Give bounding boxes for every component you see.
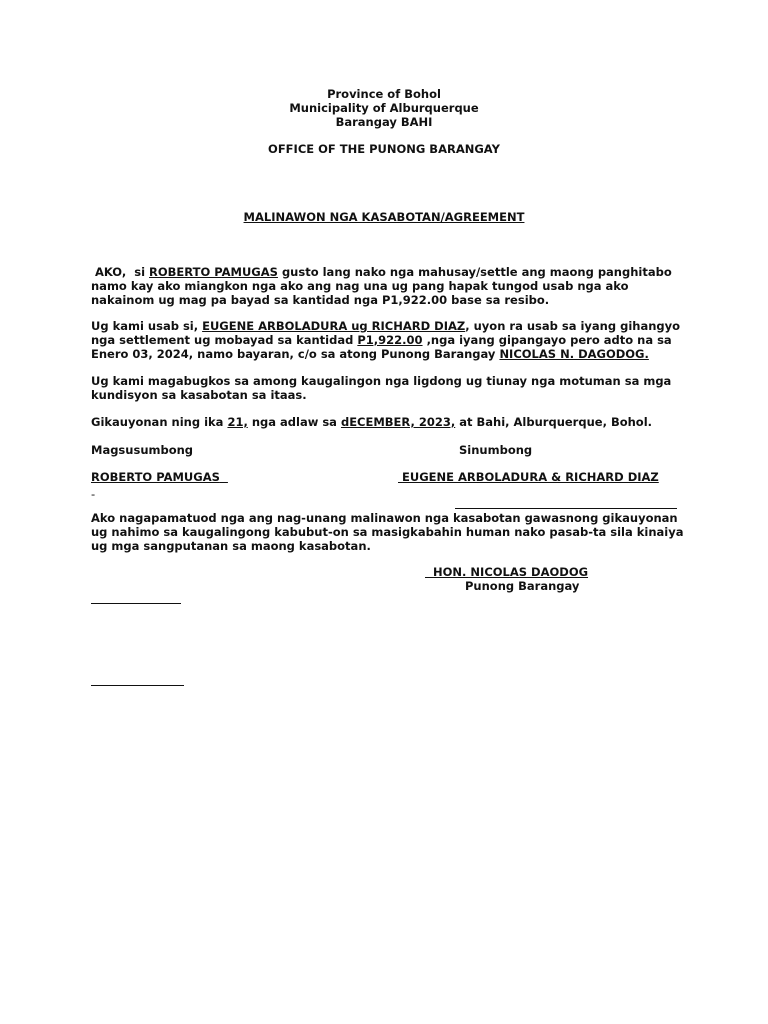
respondent-names: EUGENE ARBOLADURA & RICHARD DIAZ: [402, 470, 659, 484]
paragraph-date: [91, 415, 691, 429]
paragraph-commitment: Ug kami magabugkos sa among kaugalingon nga ligdong ug tiunay nga motuman sa mga kundisyon sa kasabotan sa itaas.: [91, 374, 672, 402]
respondents-prefix: Ug kami usab si,: [91, 319, 199, 333]
date-mid: nga adlaw sa: [251, 415, 337, 429]
respondent-signature-name: [398, 470, 659, 484]
signature-line-1: [91, 603, 181, 604]
respondent-signature-line: [455, 508, 677, 509]
paragraph-respondents: [91, 319, 691, 361]
complainant-name: ROBERTO PAMUGAS: [91, 470, 220, 484]
barangay-heading: Barangay BAHI: [335, 115, 433, 129]
amount-inline: P1,922.00: [357, 333, 423, 347]
complainant-label: Magsusumbong: [91, 443, 194, 457]
document-title-text: MALINAWON NGA KASABOTAN/AGREEMENT: [243, 210, 525, 224]
si-word: si: [134, 265, 146, 279]
statement-text: gusto lang nako nga mahusay/settle ang maong panghitabo namo kay ako miangkon nga ako ang nag una ug pang hapak tungod usab nga ako nakainom ug mag pa bayad sa kantidad nga P1,922.00 base sa resibo.: [91, 265, 672, 307]
official-name-line: [425, 565, 588, 579]
date-month-year: dECEMBER, 2023,: [340, 415, 456, 429]
complainant-name-inline: ROBERTO PAMUGAS: [149, 265, 278, 279]
respondents-names-inline: EUGENE ARBOLADURA ug RICHARD DIAZ: [202, 319, 466, 333]
document-title: [0, 210, 768, 224]
captain-name-inline: NICOLAS N. DAGODOG.: [499, 347, 649, 361]
signature-line-2: [91, 685, 184, 686]
office-heading: OFFICE OF THE PUNONG BARANGAY: [268, 142, 500, 156]
complainant-signature-name: [91, 470, 228, 484]
dash-mark: -: [91, 487, 96, 501]
respondents-text-2: ,nga iyang gipangayo pero adto na sa Enero 03, 2024, namo bayaran, c/o sa atong Punong Barangay: [91, 333, 672, 361]
date-prefix: Gikauyonan ning ika: [91, 415, 224, 429]
respondent-label: Sinumbong: [459, 443, 533, 457]
official-title: Punong Barangay: [465, 579, 580, 593]
respondents-text-1: , uyon ra usab sa iyang gihangyo nga settlement ug mobayad sa kantidad: [91, 319, 681, 347]
province-heading: Province of Bohol: [327, 87, 441, 101]
date-place: at Bahi, Alburquerque, Bohol.: [455, 415, 653, 429]
municipality-heading: Municipality of Alburquerque: [289, 101, 479, 115]
date-day: 21,: [227, 415, 248, 429]
official-name: HON. NICOLAS DAODOG: [433, 565, 589, 579]
paragraph-statement: [91, 265, 691, 307]
paragraph-attestation: Ako nagapamatuod nga ang nag-unang malinawon nga kasabotan gawasnong gikauyonan ug nahimo sa kaugalingong kabubut-on sa masigkabahin human nako pasab-ta sila kinaiya ug mga sangputanan sa maong kasabotan.: [91, 511, 684, 553]
ako-word: AKO,: [95, 265, 127, 279]
